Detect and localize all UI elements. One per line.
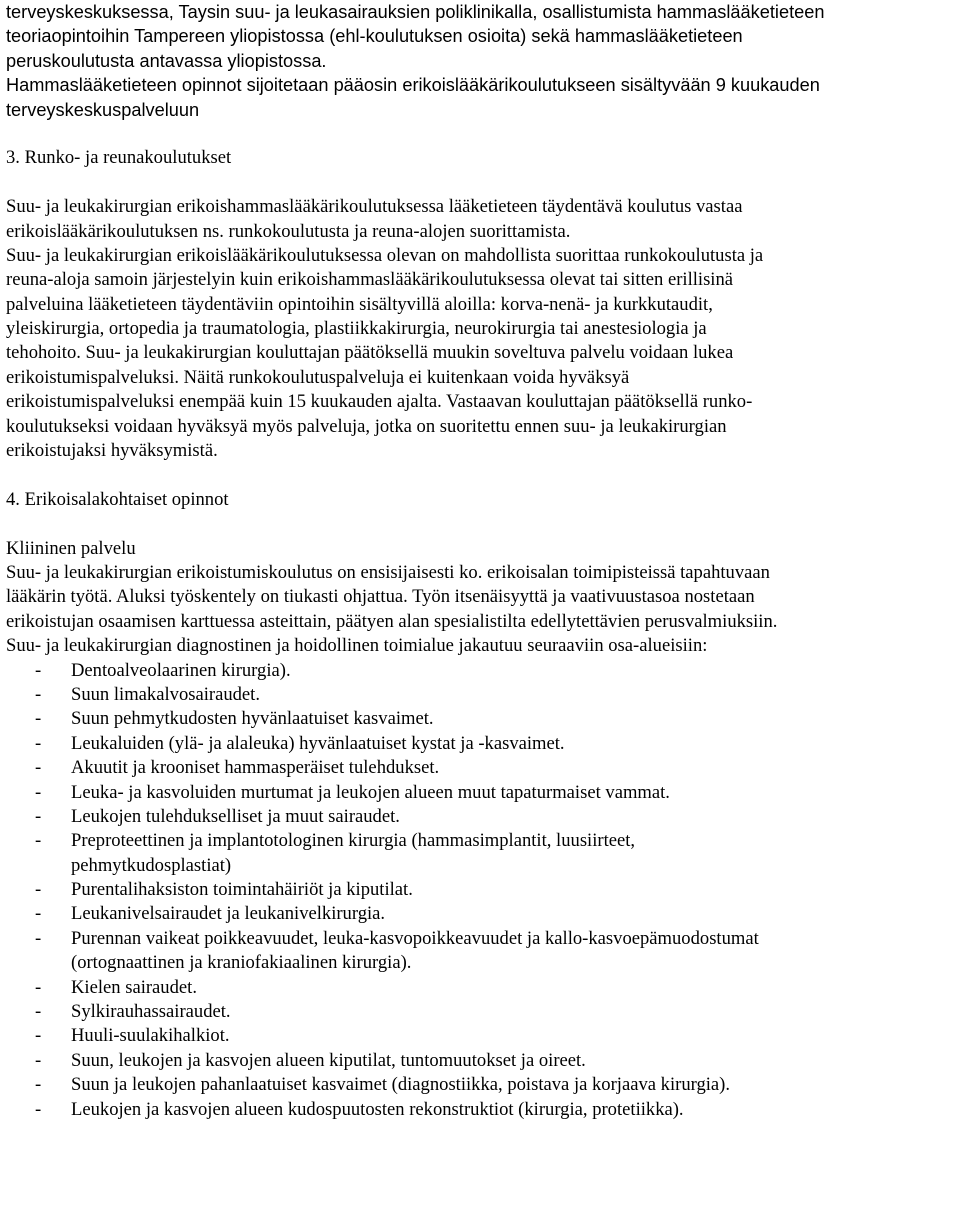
text-line: teoriaopintoihin Tampereen yliopistossa (ehl-koulutuksen osioita) sekä hammaslääketieteen — [6, 26, 743, 47]
list-item-text: Leukanivelsairaudet ja leukanivelkirurgia. — [71, 903, 386, 925]
section-4-body — [6, 561, 956, 659]
list-item — [6, 976, 956, 1000]
list-item-text: Akuutit ja krooniset hammasperäiset tulehdukset. — [71, 757, 440, 779]
list-item-text: Suun limakalvosairaudet. — [71, 683, 260, 705]
spacer — [6, 512, 956, 536]
text-line: lääkärin työtä. Aluksi työskentely on tiukasti ohjattua. Työn itsenäisyyttä ja vaativuustasoa nostetaan — [6, 586, 755, 608]
subspecialty-list — [6, 659, 956, 1122]
list-dash-marker: - — [35, 1025, 42, 1047]
list-dash-marker: - — [35, 1074, 42, 1096]
list-item-text: Leukojen ja kasvojen alueen kudospuutosten rekonstruktiot (kirurgia, protetiikka). — [71, 1098, 684, 1120]
list-item — [6, 659, 956, 683]
list-dash-marker: - — [35, 683, 42, 705]
list-dash-marker: - — [35, 732, 42, 754]
text-line: Suu- ja leukakirurgian erikoistumiskoulutus on ensisijaisesti ko. erikoisalan toimipisteissä tapahtuvaan — [6, 561, 770, 583]
list-item — [6, 781, 956, 805]
list-item — [6, 878, 956, 902]
list-item-text: pehmytkudosplastiat) — [71, 854, 232, 876]
section-3-body — [6, 195, 956, 463]
section-3-heading: 3. Runko- ja reunakoulutukset — [6, 147, 232, 169]
text-line: Suu- ja leukakirurgian diagnostinen ja hoidollinen toimialue jakautuu seuraaviin osa-alueisiin: — [6, 635, 708, 657]
section-4-heading: 4. Erikoisalakohtaiset opinnot — [6, 488, 229, 510]
list-dash-marker: - — [35, 805, 42, 827]
list-dash-marker: - — [35, 1049, 42, 1071]
list-item — [6, 756, 956, 780]
list-item — [6, 805, 956, 829]
list-item-text: (ortognaattinen ja kraniofakiaalinen kirurgia). — [71, 952, 412, 974]
text-line: peruskoulutusta antavassa yliopistossa. — [6, 50, 327, 71]
list-item — [6, 1098, 956, 1122]
list-dash-marker: - — [35, 757, 42, 779]
list-item — [6, 1024, 956, 1048]
list-item — [6, 683, 956, 707]
list-item-text: Preproteettinen ja implantotologinen kirurgia (hammasimplantit, luusiirteet, — [71, 830, 636, 852]
list-item-text: Purentalihaksiston toimintahäiriöt ja kiputilat. — [71, 879, 413, 901]
list-item-text: Suun pehmytkudosten hyvänlaatuiset kasvaimet. — [71, 708, 434, 730]
list-dash-marker: - — [35, 1001, 42, 1023]
list-item-text: Sylkirauhassairaudet. — [71, 1001, 231, 1023]
text-line: terveyskeskuspalveluun — [6, 99, 200, 120]
list-item-text: Suun, leukojen ja kasvojen alueen kiputilat, tuntomuutokset ja oireet. — [71, 1049, 586, 1071]
spacer — [6, 171, 956, 195]
list-dash-marker: - — [35, 903, 42, 925]
list-item — [6, 732, 956, 756]
list-item — [6, 1000, 956, 1024]
intro-paragraph — [6, 0, 956, 122]
list-item-text: Huuli-suulakihalkiot. — [71, 1025, 230, 1047]
list-dash-marker: - — [35, 1098, 42, 1120]
list-dash-marker: - — [35, 659, 42, 681]
text-line: erikoislääkärikoulutuksen ns. runkokoulutusta ja reuna-alojen suorittamista. — [6, 220, 571, 242]
list-item — [6, 902, 956, 926]
text-line: reuna-aloja samoin järjestelyin kuin erikoishammaslääkärikoulutuksessa olevat tai sitten erillisinä — [6, 269, 734, 291]
list-item-text: Dentoalveolaarinen kirurgia). — [71, 659, 291, 681]
list-item — [6, 707, 956, 731]
text-line: palveluina lääketieteen täydentäviin opintoihin sisältyvillä aloilla: korva-nenä- ja kurkkutaudit, — [6, 293, 713, 315]
list-item — [6, 927, 956, 976]
list-dash-marker: - — [35, 708, 42, 730]
list-item — [6, 829, 956, 878]
list-dash-marker: - — [35, 879, 42, 901]
list-dash-marker: - — [35, 927, 42, 949]
document-page — [6, 0, 956, 1122]
text-line: erikoistujan osaamisen karttuessa asteittain, päätyen alan spesialistilta edellytettävien perusvalmiuksiin. — [6, 610, 778, 632]
text-line: Suu- ja leukakirurgian erikoislääkärikoulutuksessa olevan on mahdollista suorittaa runkokoulutusta ja — [6, 244, 764, 266]
text-line: erikoistujaksi hyväksymistä. — [6, 440, 218, 462]
list-dash-marker: - — [35, 976, 42, 998]
text-line: erikoistumispalveluksi enempää kuin 15 kuukauden ajalta. Vastaavan kouluttajan päätöksellä runko- — [6, 391, 753, 413]
list-item-text: Leuka- ja kasvoluiden murtumat ja leukojen alueen muut tapaturmaiset vammat. — [71, 781, 670, 803]
text-line: terveyskeskuksessa, Taysin suu- ja leukasairauksien poliklinikalla, osallistumista hammaslääketieteen — [6, 2, 825, 22]
list-item-text: Purennan vaikeat poikkeavuudet, leuka-kasvopoikkeavuudet ja kallo-kasvoepämuodostumat — [71, 927, 759, 949]
spacer — [6, 463, 956, 487]
list-dash-marker: - — [35, 830, 42, 852]
list-item-text: Leukaluiden (ylä- ja alaleuka) hyvänlaatuiset kystat ja -kasvaimet. — [71, 732, 565, 754]
section-4-subheading: Kliininen palvelu — [6, 537, 136, 559]
list-item-text: Suun ja leukojen pahanlaatuiset kasvaimet (diagnostiikka, poistava ja korjaava kirurgia). — [71, 1074, 731, 1096]
list-item-text: Leukojen tulehdukselliset ja muut sairaudet. — [71, 805, 400, 827]
text-line: koulutukseksi voidaan hyväksyä myös palveluja, jotka on suoritettu ennen suu- ja leukakirurgian — [6, 415, 727, 437]
text-line: Suu- ja leukakirurgian erikoishammaslääkärikoulutuksessa lääketieteen täydentävä koulutus vastaa — [6, 196, 743, 218]
list-item — [6, 1049, 956, 1073]
spacer — [6, 122, 956, 146]
text-line: tehohoito. Suu- ja leukakirurgian kouluttajan päätöksellä muukin soveltuva palvelu voidaan lukea — [6, 342, 734, 364]
list-item-text: Kielen sairaudet. — [71, 976, 197, 998]
list-item — [6, 1073, 956, 1097]
list-dash-marker: - — [35, 781, 42, 803]
text-line: yleiskirurgia, ortopedia ja traumatologia, plastiikkakirurgia, neurokirurgia tai anestesiologia ja — [6, 318, 707, 340]
text-line: Hammaslääketieteen opinnot sijoitetaan pääosin erikoislääkärikoulutukseen sisältyvään 9 kuukauden — [6, 75, 820, 96]
text-line: erikoistumispalveluksi. Näitä runkokoulutuspalveluja ei kuitenkaan voida hyväksyä — [6, 366, 630, 388]
